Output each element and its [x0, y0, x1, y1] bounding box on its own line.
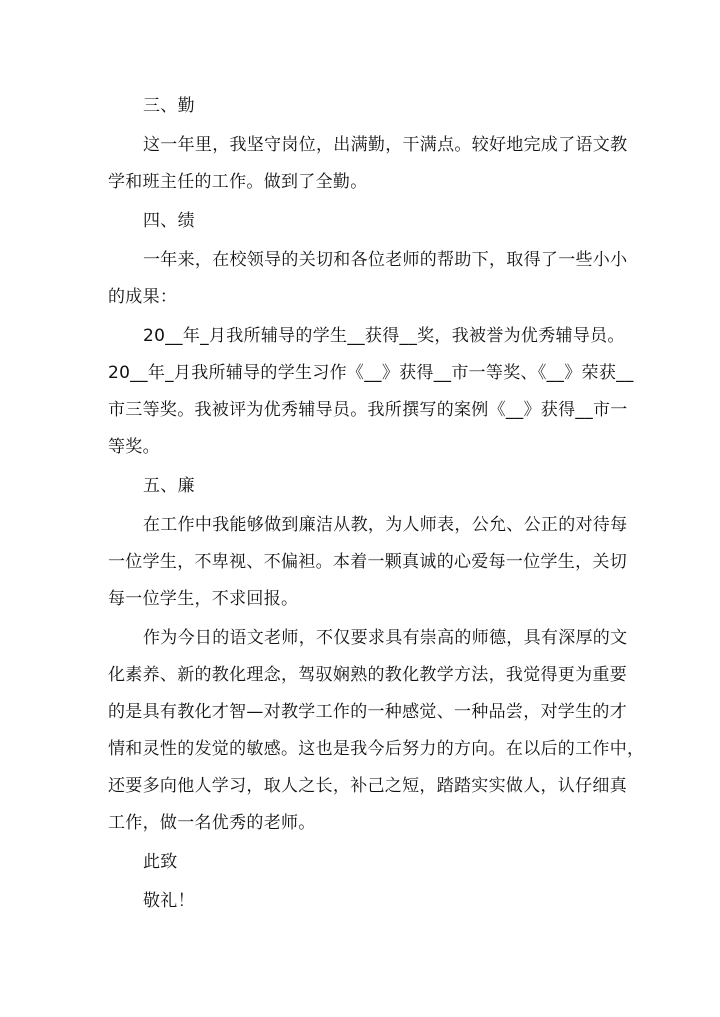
section-heading-achievement: 四、绩: [143, 211, 195, 231]
paragraph-line: 一位学生，不卑视、不偏袒。本着一颗真诚的心爱每一位学生，关切: [108, 552, 627, 572]
closing-salutation: 此致: [143, 852, 178, 872]
paragraph-line: 在工作中我能够做到廉洁从教，为人师表，公允、公正的对待每: [143, 515, 628, 535]
paragraph-line: 的是具有教化才智—对教学工作的一种感觉、一种品尝，对学生的才: [108, 702, 627, 722]
paragraph-line: 一年来，在校领导的关切和各位老师的帮助下，取得了一些小小: [143, 250, 628, 270]
paragraph-line: 还要多向他人学习，取人之长，补己之短，踏踏实实做人，认仔细真: [108, 776, 627, 796]
paragraph-line: 的成果：: [108, 287, 178, 307]
paragraph-line: 这一年里，我坚守岗位，出满勤，干满点。较好地完成了语文教: [143, 135, 628, 155]
paragraph-line: 学和班主任的工作。做到了全勤。: [108, 172, 368, 192]
paragraph-line: 工作，做一名优秀的老师。: [108, 813, 316, 833]
paragraph-line: 等奖。: [108, 437, 160, 457]
section-heading-diligence: 三、勤: [143, 96, 195, 116]
paragraph-line: 20__年_月我所辅导的学生__获得__奖，我被誉为优秀辅导员。: [143, 326, 625, 346]
paragraph-line: 20__年_月我所辅导的学生习作《__》获得__市一等奖、《__》荣获__: [108, 363, 634, 383]
paragraph-line: 市三等奖。我被评为优秀辅导员。我所撰写的案例《__》获得__市一: [108, 400, 628, 420]
paragraph-line: 每一位学生，不求回报。: [108, 589, 299, 609]
closing-regards: 敬礼！: [143, 891, 195, 911]
section-heading-integrity: 五、廉: [143, 476, 195, 496]
paragraph-line: 作为今日的语文老师，不仅要求具有崇高的师德，具有深厚的文: [143, 628, 628, 648]
paragraph-line: 化素养、新的教化理念，驾驭娴熟的教化教学方法，我觉得更为重要: [108, 665, 627, 685]
paragraph-line: 情和灵性的发觉的敏感。这也是我今后努力的方向。在以后的工作中，: [108, 739, 645, 759]
